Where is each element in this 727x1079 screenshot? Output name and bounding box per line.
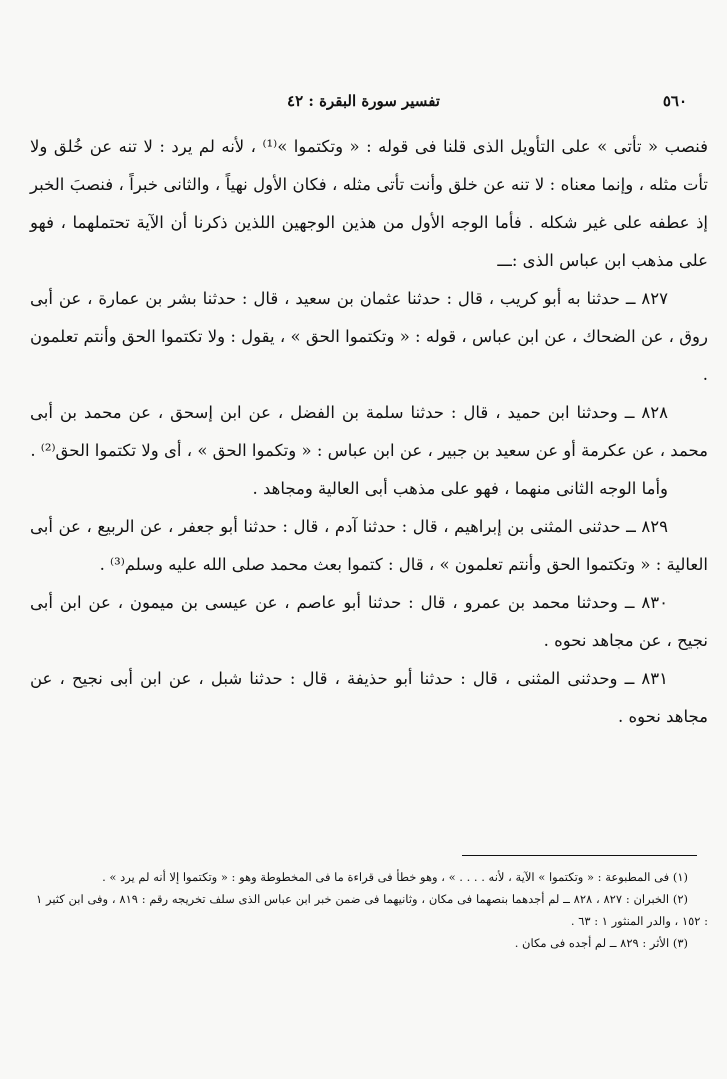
running-title: تفسير سورة البقرة : ٤٢ (287, 92, 440, 110)
paragraph-1: فنصب « تأتى » على التأويل الذى قلنا فى قوله : « وتكتموا »⁽¹⁾ ، لأنه لم يرد : لا تنه عن خُلق ولا تأت مثله ، وإنما معناه : لا تنه عن خلق وأنت تأتى مثله ، فكان الأول نهياً ، والثانى خبراً ، فنصبَ الخبر إذ عطفه على غير شكله . فأما الوجه الأول من هذين الوجهين اللذين ذكرنا أن الآية تحتملهما ، فهو على مذهب ابن عباس الذى :ـــ (30, 137, 708, 270)
main-text (30, 128, 708, 736)
page-header (40, 90, 687, 118)
paragraph-828: ٨٢٨ ــ وحدثنا ابن حميد ، قال : حدثنا سلمة بن الفضل ، عن ابن إسحق ، عن محمد بن أبى محمد ، عن عكرمة أو عن سعيد بن جبير ، عن ابن عباس : « وتكموا الحق » ، أى ولا تكتموا الحق⁽²⁾ . (30, 403, 708, 460)
paragraph-827: ٨٢٧ ــ حدثنا به أبو كريب ، قال : حدثنا عثمان بن سعيد ، قال : حدثنا بشر بن عمارة ، عن أبى روق ، عن الضحاك ، عن ابن عباس ، قوله : « وتكتموا الحق » ، يقول : ولا تكتموا الحق وأنتم تعلمون . (30, 289, 708, 384)
paragraph-829: ٨٢٩ ــ حدثنى المثنى بن إبراهيم ، قال : حدثنا آدم ، قال : حدثنا أبو جعفر ، عن الربيع ، عن أبى العالية : « وتكتموا الحق وأنتم تعلمون » ، قال : كتموا بعث محمد صلى الله عليه وسلم⁽³⁾ . (30, 517, 708, 574)
footnote-1: (١) فى المطبوعة : « وتكتموا » الآية ، لأنه . . . . » ، وهو خطأ فى قراءة ما فى المخطوطة وهو : « وتكتموا إلا أنه لم يرد » . (102, 870, 688, 884)
footnotes (36, 866, 708, 954)
page-number: ٥٦٠ (662, 92, 687, 110)
paragraph-second-view: وأما الوجه الثانى منهما ، فهو على مذهب أبى العالية ومجاهد . (252, 479, 668, 498)
paragraph-830: ٨٣٠ ــ وحدثنا محمد بن عمرو ، قال : حدثنا أبو عاصم ، عن عيسى بن ميمون ، عن ابن أبى نجيح ، عن مجاهد نحوه . (30, 593, 708, 650)
footnote-3: (٣) الأثر : ٨٢٩ ــ لم أجده فى مكان . (514, 936, 688, 950)
paragraph-831: ٨٣١ ــ وحدثنى المثنى ، قال : حدثنا أبو حذيفة ، قال : حدثنا شبل ، عن ابن أبى نجيح ، عن مجاهد نحوه . (30, 669, 708, 726)
footnote-divider (462, 855, 697, 856)
footnote-2: (٢) الخبران : ٨٢٧ ، ٨٢٨ ــ لم أجدهما بنصهما فى مكان ، وثانيهما فى ضمن خبر ابن عباس الذى سلف تخريجه رقم : ٨١٩ ، وفى ابن كثير ١ : ١٥٢ ، والدر المنثور ١ : ٦٣ . (36, 892, 708, 928)
